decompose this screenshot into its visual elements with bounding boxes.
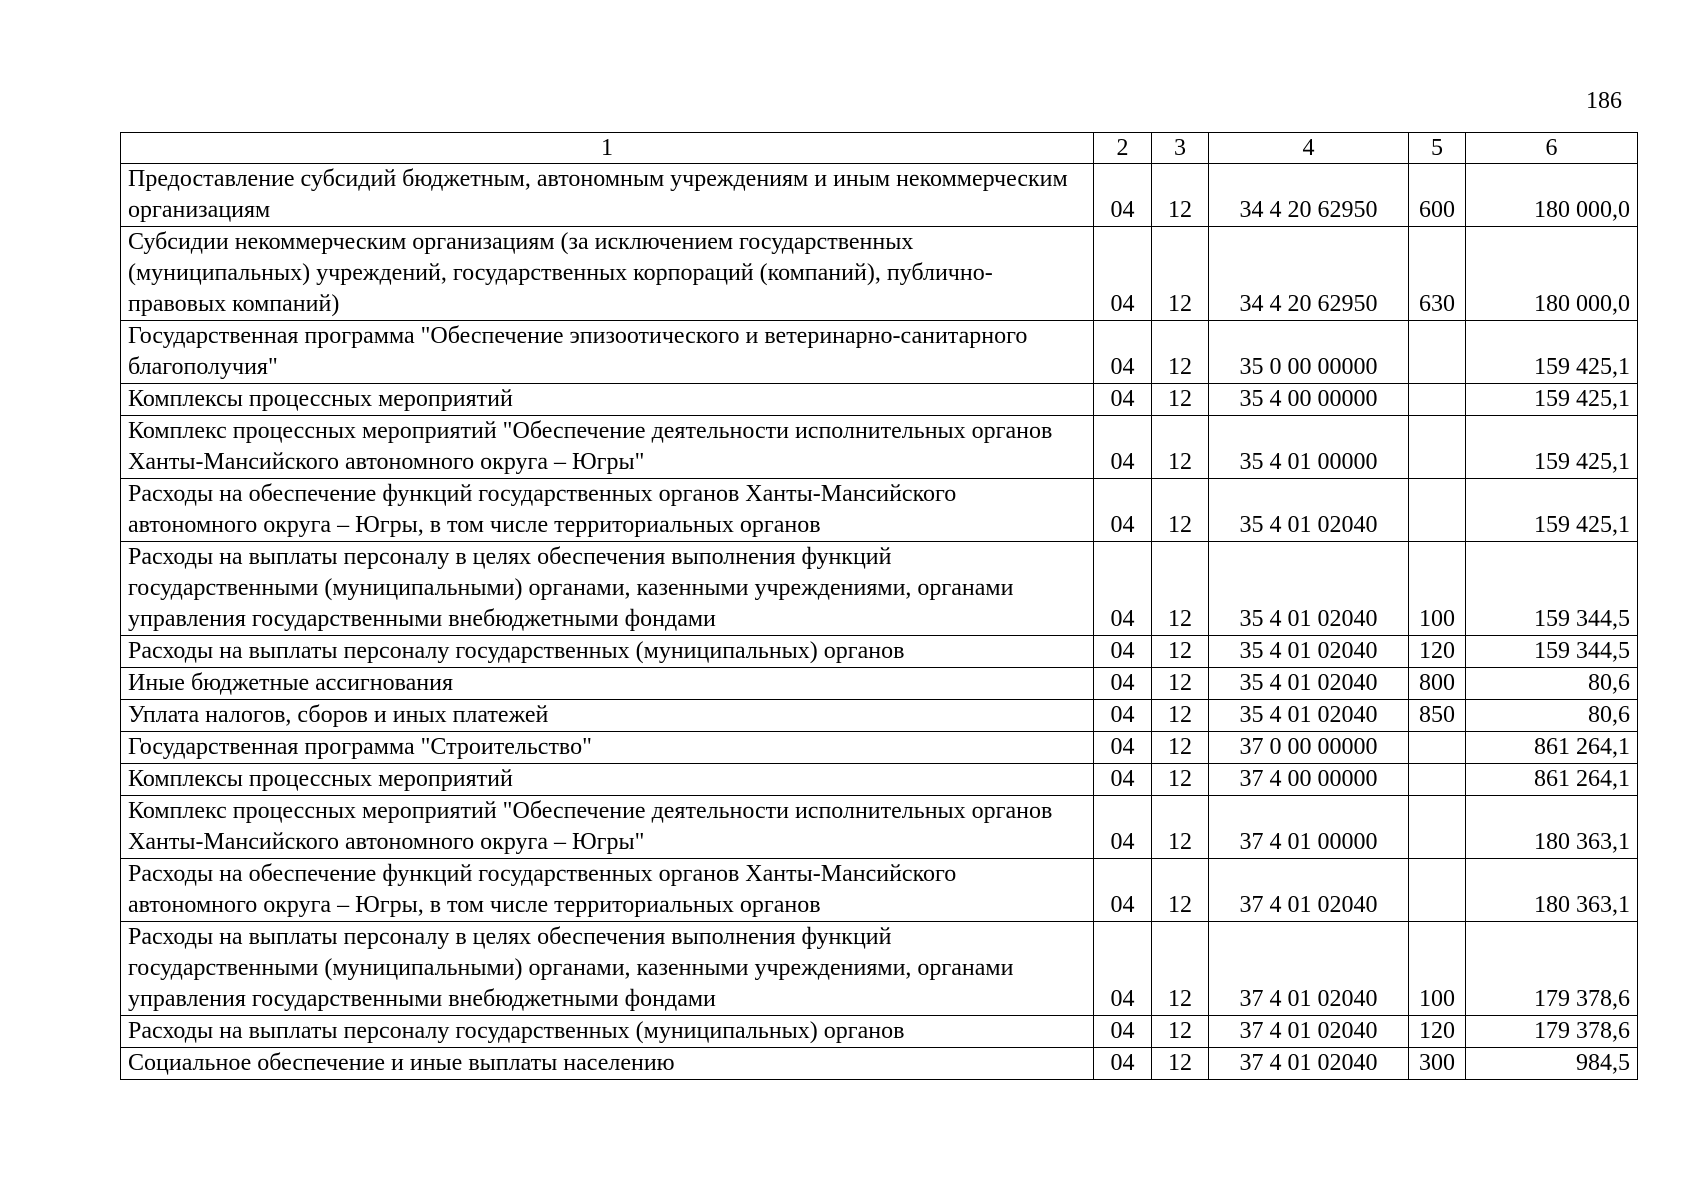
table-row [121, 384, 1638, 416]
amount-cell: 159 425,1 [1466, 321, 1638, 384]
expense-type-code-cell [1409, 321, 1466, 384]
subsection-code-cell: 12 [1152, 1016, 1209, 1048]
table-row [121, 732, 1638, 764]
table-row [121, 922, 1638, 1016]
subsection-code-cell: 12 [1152, 764, 1209, 796]
subsection-code-cell: 12 [1152, 922, 1209, 1016]
section-code-cell: 04 [1094, 636, 1152, 668]
budget-table [120, 132, 1638, 1080]
section-code-cell: 04 [1094, 479, 1152, 542]
amount-cell: 159 344,5 [1466, 636, 1638, 668]
amount-cell: 179 378,6 [1466, 1016, 1638, 1048]
expense-type-code-cell: 100 [1409, 922, 1466, 1016]
item-name-cell: Государственная программа "Обеспечение эпизоотического и ветеринарно-санитарного благополучия" [121, 321, 1094, 384]
expense-type-code-cell [1409, 796, 1466, 859]
amount-cell: 159 425,1 [1466, 384, 1638, 416]
subsection-code-cell: 12 [1152, 416, 1209, 479]
table-header-row [121, 133, 1638, 164]
section-code-cell: 04 [1094, 321, 1152, 384]
section-code-cell: 04 [1094, 732, 1152, 764]
table-row [121, 1048, 1638, 1080]
expense-type-code-cell: 300 [1409, 1048, 1466, 1080]
target-article-code-cell: 35 4 01 02040 [1209, 479, 1409, 542]
item-name-cell: Комплексы процессных мероприятий [121, 764, 1094, 796]
subsection-code-cell: 12 [1152, 1048, 1209, 1080]
expense-type-code-cell [1409, 859, 1466, 922]
section-code-cell: 04 [1094, 700, 1152, 732]
amount-cell: 159 344,5 [1466, 542, 1638, 636]
section-code-cell: 04 [1094, 764, 1152, 796]
header-col-1: 1 [121, 133, 1094, 164]
item-name-cell: Расходы на выплаты персоналу государственных (муниципальных) органов [121, 1016, 1094, 1048]
target-article-code-cell: 37 0 00 00000 [1209, 732, 1409, 764]
section-code-cell: 04 [1094, 1048, 1152, 1080]
item-name-cell: Социальное обеспечение и иные выплаты населению [121, 1048, 1094, 1080]
expense-type-code-cell [1409, 416, 1466, 479]
table-row [121, 416, 1638, 479]
target-article-code-cell: 35 4 01 02040 [1209, 542, 1409, 636]
table-row [121, 479, 1638, 542]
table-row [121, 764, 1638, 796]
subsection-code-cell: 12 [1152, 164, 1209, 227]
amount-cell: 984,5 [1466, 1048, 1638, 1080]
expense-type-code-cell: 120 [1409, 636, 1466, 668]
expense-type-code-cell [1409, 764, 1466, 796]
section-code-cell: 04 [1094, 416, 1152, 479]
target-article-code-cell: 35 4 01 00000 [1209, 416, 1409, 479]
amount-cell: 180 363,1 [1466, 859, 1638, 922]
header-col-2: 2 [1094, 133, 1152, 164]
header-col-5: 5 [1409, 133, 1466, 164]
amount-cell: 180 000,0 [1466, 227, 1638, 321]
item-name-cell: Расходы на выплаты персоналу в целях обеспечения выполнения функций государственными (муниципальными) органами, казенными учреждениями, органами управления государственными внебюджетными фондами [121, 542, 1094, 636]
expense-type-code-cell: 600 [1409, 164, 1466, 227]
amount-cell: 80,6 [1466, 668, 1638, 700]
header-col-6: 6 [1466, 133, 1638, 164]
expense-type-code-cell: 630 [1409, 227, 1466, 321]
subsection-code-cell: 12 [1152, 732, 1209, 764]
target-article-code-cell: 34 4 20 62950 [1209, 164, 1409, 227]
target-article-code-cell: 37 4 01 02040 [1209, 1016, 1409, 1048]
amount-cell: 159 425,1 [1466, 416, 1638, 479]
table-row [121, 796, 1638, 859]
subsection-code-cell: 12 [1152, 859, 1209, 922]
target-article-code-cell: 35 0 00 00000 [1209, 321, 1409, 384]
expense-type-code-cell: 100 [1409, 542, 1466, 636]
subsection-code-cell: 12 [1152, 636, 1209, 668]
table-row [121, 227, 1638, 321]
amount-cell: 180 000,0 [1466, 164, 1638, 227]
target-article-code-cell: 34 4 20 62950 [1209, 227, 1409, 321]
expense-type-code-cell: 850 [1409, 700, 1466, 732]
subsection-code-cell: 12 [1152, 227, 1209, 321]
table-row [121, 542, 1638, 636]
expense-type-code-cell [1409, 384, 1466, 416]
section-code-cell: 04 [1094, 859, 1152, 922]
subsection-code-cell: 12 [1152, 668, 1209, 700]
header-col-4: 4 [1209, 133, 1409, 164]
amount-cell: 861 264,1 [1466, 732, 1638, 764]
amount-cell: 179 378,6 [1466, 922, 1638, 1016]
page-number: 186 [1586, 88, 1622, 114]
item-name-cell: Государственная программа "Строительство" [121, 732, 1094, 764]
table-row [121, 636, 1638, 668]
item-name-cell: Комплекс процессных мероприятий "Обеспечение деятельности исполнительных органов Ханты-Мансийского автономного округа – Югры" [121, 796, 1094, 859]
subsection-code-cell: 12 [1152, 796, 1209, 859]
header-col-3: 3 [1152, 133, 1209, 164]
expense-type-code-cell: 800 [1409, 668, 1466, 700]
item-name-cell: Уплата налогов, сборов и иных платежей [121, 700, 1094, 732]
item-name-cell: Комплексы процессных мероприятий [121, 384, 1094, 416]
item-name-cell: Расходы на выплаты персоналу в целях обеспечения выполнения функций государственными (муниципальными) органами, казенными учреждениями, органами управления государственными внебюджетными фондами [121, 922, 1094, 1016]
target-article-code-cell: 37 4 01 02040 [1209, 859, 1409, 922]
subsection-code-cell: 12 [1152, 479, 1209, 542]
item-name-cell: Комплекс процессных мероприятий "Обеспечение деятельности исполнительных органов Ханты-Мансийского автономного округа – Югры" [121, 416, 1094, 479]
amount-cell: 159 425,1 [1466, 479, 1638, 542]
table-row [121, 668, 1638, 700]
target-article-code-cell: 37 4 01 02040 [1209, 922, 1409, 1016]
target-article-code-cell: 37 4 01 02040 [1209, 1048, 1409, 1080]
section-code-cell: 04 [1094, 668, 1152, 700]
amount-cell: 861 264,1 [1466, 764, 1638, 796]
expense-type-code-cell [1409, 479, 1466, 542]
section-code-cell: 04 [1094, 164, 1152, 227]
subsection-code-cell: 12 [1152, 384, 1209, 416]
table-row [121, 164, 1638, 227]
expense-type-code-cell [1409, 732, 1466, 764]
section-code-cell: 04 [1094, 227, 1152, 321]
item-name-cell: Расходы на обеспечение функций государственных органов Ханты-Мансийского автономного округа – Югры, в том числе территориальных органов [121, 479, 1094, 542]
target-article-code-cell: 37 4 01 00000 [1209, 796, 1409, 859]
section-code-cell: 04 [1094, 542, 1152, 636]
subsection-code-cell: 12 [1152, 700, 1209, 732]
amount-cell: 180 363,1 [1466, 796, 1638, 859]
section-code-cell: 04 [1094, 796, 1152, 859]
subsection-code-cell: 12 [1152, 321, 1209, 384]
target-article-code-cell: 35 4 01 02040 [1209, 636, 1409, 668]
amount-cell: 80,6 [1466, 700, 1638, 732]
table-row [121, 859, 1638, 922]
item-name-cell: Расходы на обеспечение функций государственных органов Ханты-Мансийского автономного округа – Югры, в том числе территориальных органов [121, 859, 1094, 922]
target-article-code-cell: 35 4 00 00000 [1209, 384, 1409, 416]
target-article-code-cell: 37 4 00 00000 [1209, 764, 1409, 796]
section-code-cell: 04 [1094, 922, 1152, 1016]
table-row [121, 1016, 1638, 1048]
section-code-cell: 04 [1094, 1016, 1152, 1048]
target-article-code-cell: 35 4 01 02040 [1209, 668, 1409, 700]
target-article-code-cell: 35 4 01 02040 [1209, 700, 1409, 732]
item-name-cell: Иные бюджетные ассигнования [121, 668, 1094, 700]
table-row [121, 321, 1638, 384]
subsection-code-cell: 12 [1152, 542, 1209, 636]
item-name-cell: Расходы на выплаты персоналу государственных (муниципальных) органов [121, 636, 1094, 668]
section-code-cell: 04 [1094, 384, 1152, 416]
table-row [121, 700, 1638, 732]
expense-type-code-cell: 120 [1409, 1016, 1466, 1048]
item-name-cell: Субсидии некоммерческим организациям (за исключением государственных (муниципальных) учреждений, государственных корпораций (компаний), публично-правовых компаний) [121, 227, 1094, 321]
item-name-cell: Предоставление субсидий бюджетным, автономным учреждениям и иным некоммерческим организациям [121, 164, 1094, 227]
